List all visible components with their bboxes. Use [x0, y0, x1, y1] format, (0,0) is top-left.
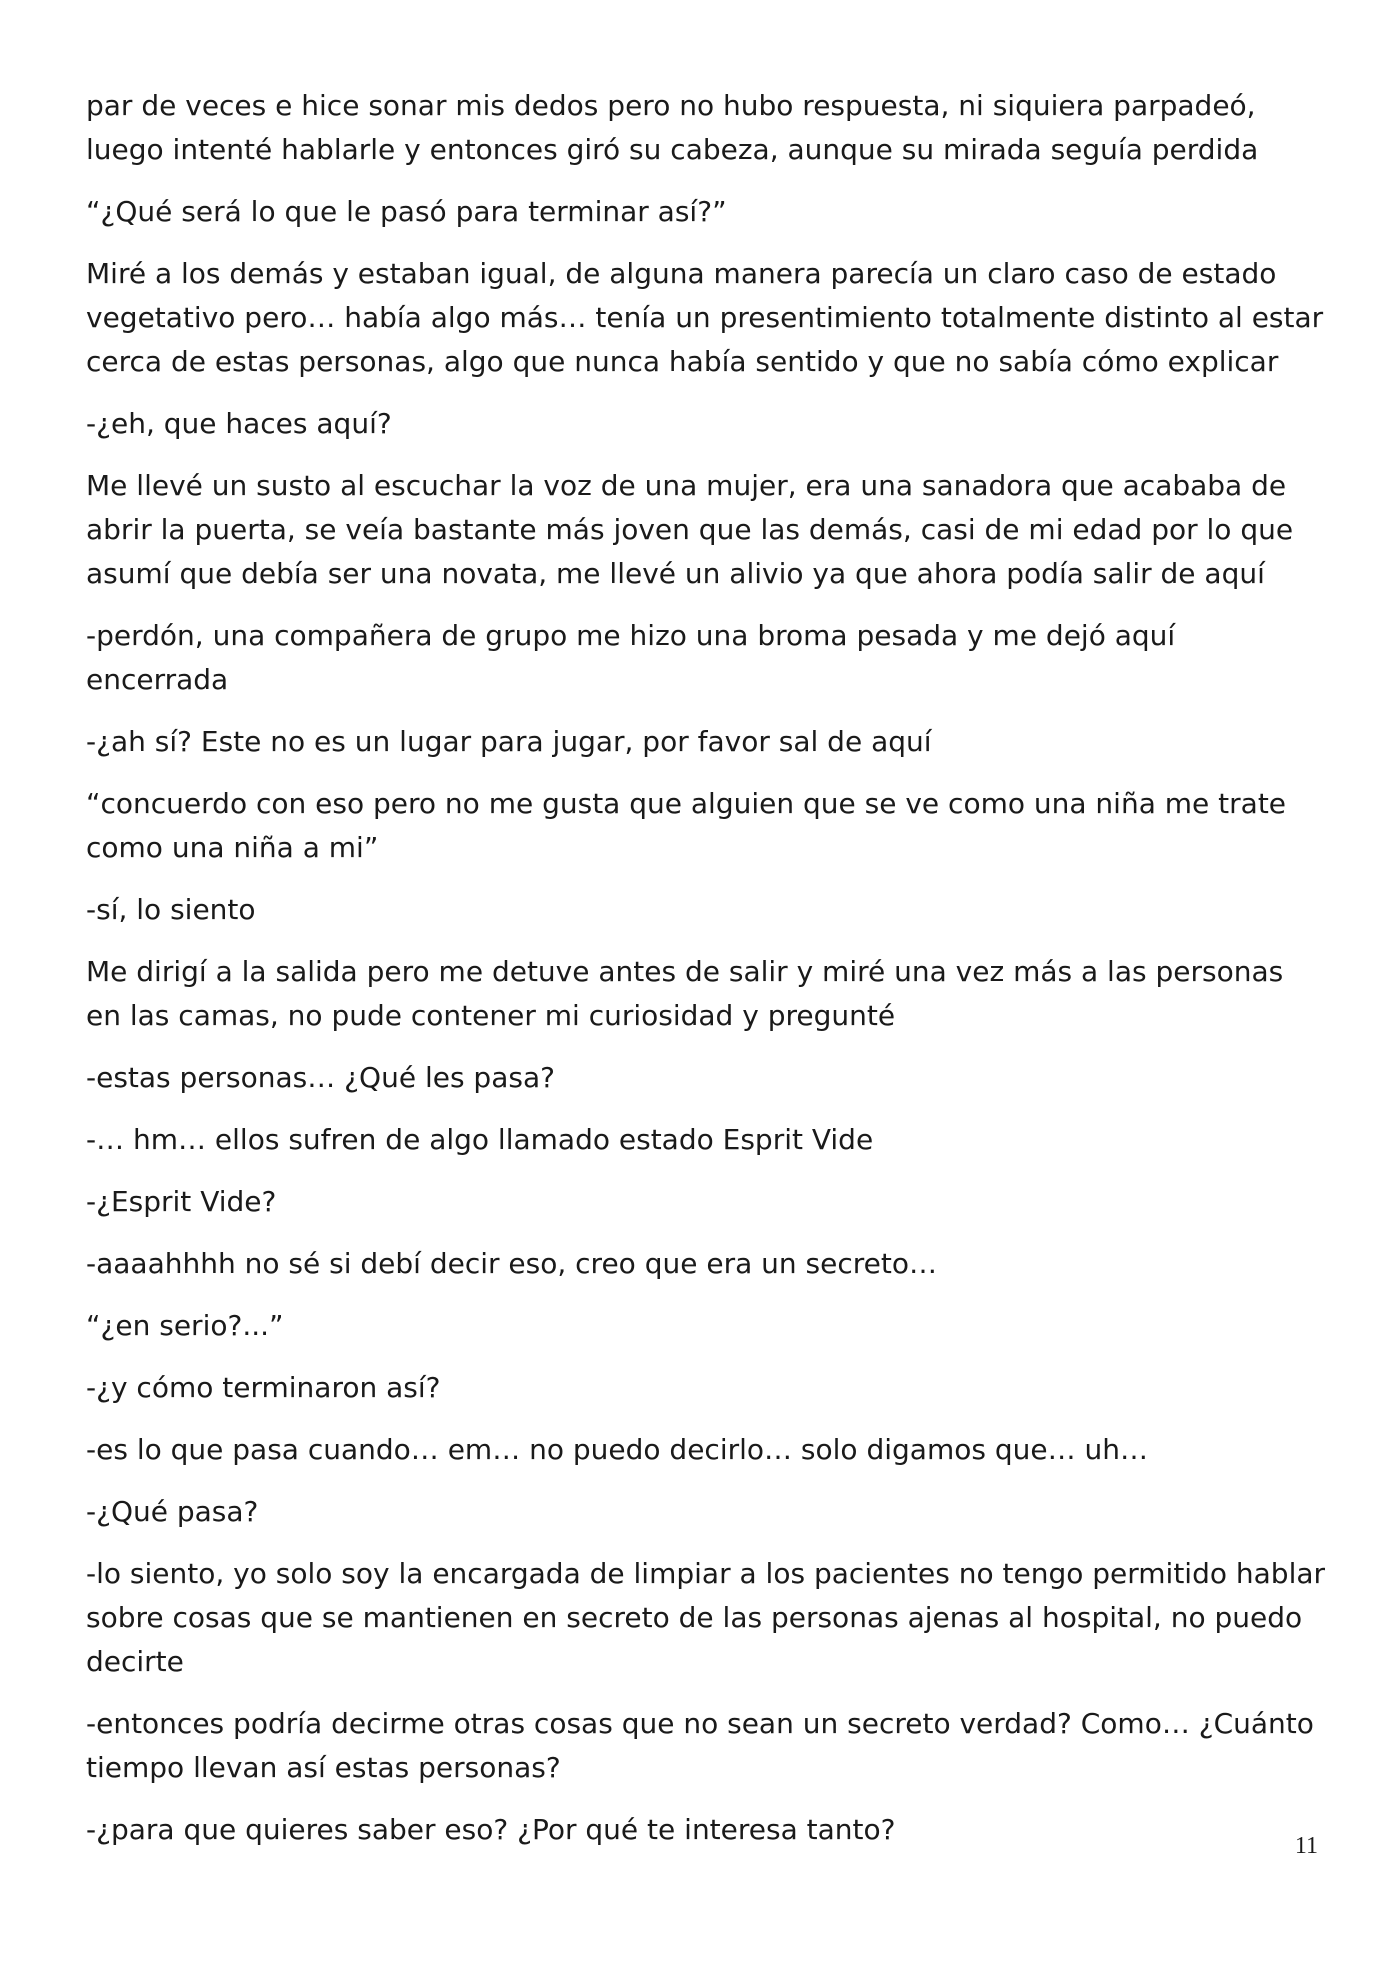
paragraph: par de veces e hice sonar mis dedos pero no hubo respuesta, ni siquiera parpadeó, luego intenté hablarle y entonces giró su cabeza, aunque su mirada seguía perdida: [86, 89, 1259, 166]
paragraph: Miré a los demás y estaban igual, de alguna manera parecía un claro caso de estado vegetativo pero… había algo más… tenía un presentimiento totalmente distinto al estar cerca de estas personas, algo que nunca había sentido y que no sabía cómo explicar: [86, 257, 1324, 378]
paragraph: -estas personas… ¿Qué les pasa?: [86, 1061, 555, 1094]
paragraph: “¿en serio?...”: [86, 1309, 284, 1342]
page-number: 11: [1294, 1833, 1318, 1859]
paragraph: -aaaahhhh no sé si debí decir eso, creo que era un secreto…: [86, 1247, 937, 1280]
paragraph: -¿Qué pasa?: [86, 1495, 259, 1528]
paragraph: Me dirigí a la salida pero me detuve antes de salir y miré una vez más a las personas en las camas, no pude contener mi curiosidad y pregunté: [86, 955, 1284, 1032]
paragraph: -¿eh, que haces aquí?: [86, 407, 392, 440]
paragraph: Me llevé un susto al escuchar la voz de una mujer, era una sanadora que acababa de abrir la puerta, se veía bastante más joven que las demás, casi de mi edad por lo que asumí que debía ser una novata, me llevé un alivio ya que ahora podía salir de aquí: [86, 469, 1294, 590]
paragraph: -… hm… ellos sufren de algo llamado estado Esprit Vide: [86, 1123, 874, 1156]
paragraph: -¿Esprit Vide?: [86, 1185, 277, 1218]
paragraph: “¿Qué será lo que le pasó para terminar así?”: [86, 195, 727, 228]
paragraph: -perdón, una compañera de grupo me hizo una broma pesada y me dejó aquí encerrada: [86, 619, 1176, 696]
paragraph: -¿para que quieres saber eso? ¿Por qué te interesa tanto?: [86, 1813, 896, 1846]
body-text: [86, 84, 1326, 1870]
paragraph: -es lo que pasa cuando… em… no puedo decirlo… solo digamos que… uh…: [86, 1433, 1148, 1466]
paragraph: -lo siento, yo solo soy la encargada de limpiar a los pacientes no tengo permitido hablar sobre cosas que se mantienen en secreto de las personas ajenas al hospital, no puedo decirte: [86, 1557, 1326, 1678]
paragraph: -entonces podría decirme otras cosas que no sean un secreto verdad? Como… ¿Cuánto tiempo llevan así estas personas?: [86, 1707, 1314, 1784]
paragraph: -¿ah sí? Este no es un lugar para jugar, por favor sal de aquí: [86, 725, 932, 758]
paragraph: -sí, lo siento: [86, 893, 256, 926]
paragraph: “concuerdo con eso pero no me gusta que alguien que se ve como una niña me trate como una niña a mi”: [86, 787, 1287, 864]
paragraph: -¿y cómo terminaron así?: [86, 1371, 441, 1404]
